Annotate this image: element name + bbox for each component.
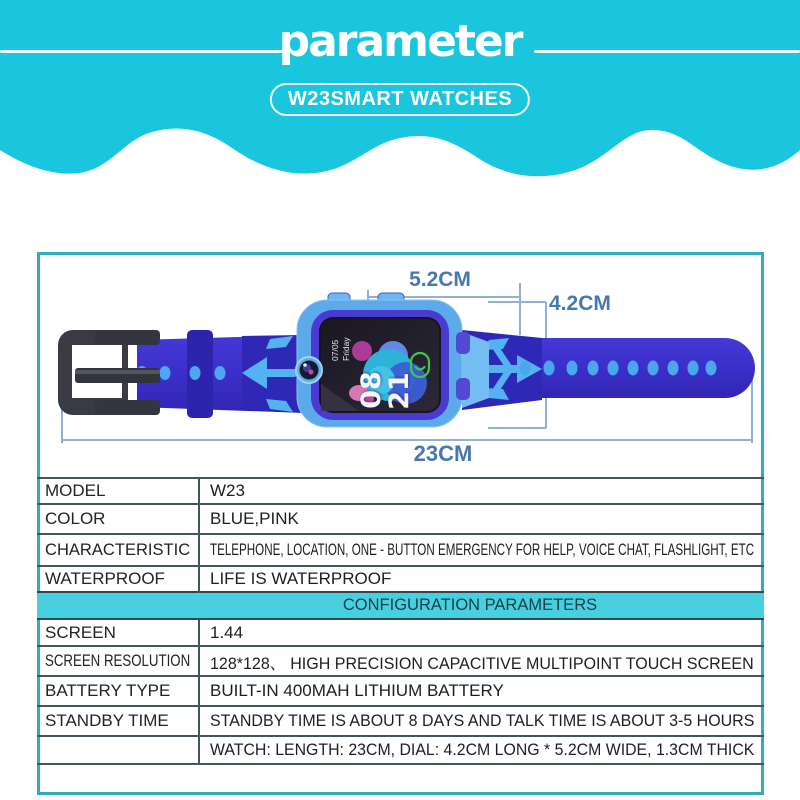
spec-value: W23 xyxy=(210,481,245,500)
spec-label: SCREEN RESOLUTION xyxy=(45,651,191,670)
watch-screen-date xyxy=(322,323,360,361)
spec-label: CHARACTERISTIC xyxy=(45,540,191,559)
spec-value: BUILT-IN 400MAH LITHIUM BATTERY xyxy=(210,681,504,700)
spec-row-model xyxy=(37,478,764,504)
camera-icon xyxy=(296,357,322,383)
spec-label: BATTERY TYPE xyxy=(45,681,171,700)
spec-row-resolution xyxy=(37,646,764,676)
subtitle-pill: W23SMART WATCHES xyxy=(270,83,530,116)
spec-row-screen xyxy=(37,619,764,646)
spec-value: TELEPHONE, LOCATION, ONE - BUTTON EMERGENCY FOR HELP, VOICE CHAT, FLASHLIGHT, ETC xyxy=(210,540,755,559)
spec-value: STANDBY TIME IS ABOUT 8 DAYS AND TALK TIME IS ABOUT 3-5 HOURS xyxy=(210,711,755,730)
section-header-label: CONFIGURATION PARAMETERS xyxy=(342,596,598,614)
spec-label: STANDBY TIME xyxy=(45,711,169,730)
spec-value: 128*128、 HIGH PRECISION CAPACITIVE MULTIPOINT TOUCH SCREEN xyxy=(210,653,754,673)
spec-row-waterproof xyxy=(37,566,764,592)
screen-day-value: Friday xyxy=(341,337,351,361)
spec-value: 1.44 xyxy=(210,622,244,642)
spec-label: MODEL xyxy=(45,481,106,500)
dimension-length-label: 23CM xyxy=(413,441,473,466)
watch-screen-hour: 08 xyxy=(355,371,387,409)
left-strap xyxy=(137,330,306,418)
spec-row-characteristic xyxy=(37,534,764,566)
spec-row-color xyxy=(37,504,764,534)
spec-value: LIFE IS WATERPROOF xyxy=(210,569,392,588)
spec-row-battery xyxy=(37,676,764,706)
header-banner xyxy=(0,0,800,200)
dimension-width-label: 5.2CM xyxy=(409,268,471,291)
spec-section-header xyxy=(37,592,764,619)
screen-date-value: 07/05 xyxy=(329,339,340,361)
watch-screen-minute: 21 xyxy=(383,372,415,410)
spec-row-dimensions xyxy=(37,736,764,764)
right-strap xyxy=(462,330,755,410)
spec-label: COLOR xyxy=(45,509,106,528)
buckle xyxy=(58,330,160,415)
spec-value: WATCH: LENGTH: 23CM, DIAL: 4.2CM LONG * 5.2CM WIDE, 1.3CM THICK xyxy=(210,740,755,759)
dimension-height-label: 4.2CM xyxy=(549,292,611,315)
spec-value: BLUE,PINK xyxy=(210,509,299,528)
spec-label: SCREEN xyxy=(45,622,116,642)
page-title: parameter xyxy=(278,16,522,67)
spec-label: WATERPROOF xyxy=(45,569,165,588)
spec-table xyxy=(37,477,764,765)
spec-row-standby xyxy=(37,706,764,736)
